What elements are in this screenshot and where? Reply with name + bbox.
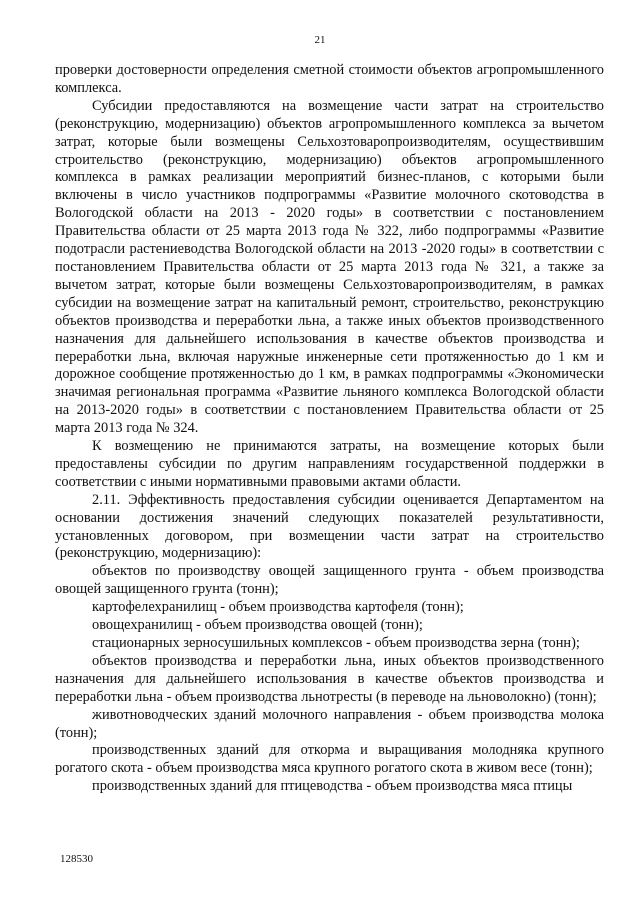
list-item-grain-dryers: стационарных зерносушильных комплексов - объем производства зерна (тонн); — [92, 635, 580, 651]
list-item-dairy: животноводческих зданий молочного направления - объем производства молока (тонн); — [55, 706, 604, 741]
list-item-poultry: производственных зданий для птицеводства - объем производства мяса птицы — [92, 778, 573, 795]
page-number: 21 — [314, 34, 326, 46]
list-item-flax: объектов производства и переработки льна, иных объектов производственного назначения для дальнейшего использования в качестве объектов производства и переработки льна - объем производства льнотресты (в переводе на льноволокно) (тонн); — [55, 652, 604, 705]
paragraph-excluded-costs: К возмещению не принимаются затраты, на возмещение которых были предоставлены субсидии по другим направлениям государственной поддержки в соответствии с иными нормативными правовыми актами области. — [55, 438, 604, 490]
paragraph-continuation: проверки достоверности определения сметной стоимости объектов агропромышленного комплекса. — [55, 62, 604, 96]
paragraph-subsidy-conditions: Субсидии предоставляются на возмещение части затрат на строительство (реконструкцию, модернизацию) объектов агропромышленного комплекса за вычетом затрат, которые были возмещены Сельхозтоваропроизводителям, осуществившим строительство (реконструкцию, модернизацию) объектов агропромышленного комплекса в рамках реализации мероприятий бизнес-планов, с которыми были включены в число участников подпрограммы «Развитие молочного скотоводства в Вологодской области на 2013 - 2020 годы» в соответствии с постановлением Правительства области от 25 марта 2013 года № 322, либо подпрограммы «Развитие подотрасли растениеводства Вологодской области на 2013 -2020 годы» в соответствии с постановлением Правительства области от 25 марта 2013 года № 321, а также за вычетом затрат, которые были возмещены Сельхозтоваропроизводителям, в рамках субсидии на возмещение затрат на капитальный ремонт, строительство, реконструкцию объектов производства и переработки льна, а также иных объектов производственного назначения для дальнейшего использования в качестве объектов производства и переработки льна, включая наружные инженерные сети протяженностью до 1 км и дорожное сообщение протяженностью до 1 км, в рамках подпрограммы «Экономически значимая региональная программа «Развитие льняного комплекса Вологодской области на 2013-2020 годы» в соответствии с постановлением Правительства области от 25 марта 2013 года № 324. — [55, 97, 604, 437]
list-item-potato-storage: картофелехранилищ - объем производства картофеля (тонн); — [92, 599, 464, 616]
list-item-cattle: производственных зданий для откорма и выращивания молодняка крупного рогатого скота - объем производства мяса крупного рогатого скота в живом весе (тонн); — [55, 742, 604, 777]
paragraph-section-2-11: 2.11. Эффективность предоставления субсидии оценивается Департаментом на основании достижения значений следующих показателей результативности, установленных договором, при возмещении части затрат на строительство (реконструкцию, модернизацию): — [55, 491, 604, 562]
document-body — [55, 62, 604, 796]
footer-code: 128530 — [60, 853, 93, 865]
list-item-vegetable-storage: овощехранилищ - объем производства овощей (тонн); — [92, 617, 423, 634]
list-item-greenhouse: объектов по производству овощей защищенного грунта - объем производства овощей защищенного грунта (тонн); — [55, 563, 604, 598]
